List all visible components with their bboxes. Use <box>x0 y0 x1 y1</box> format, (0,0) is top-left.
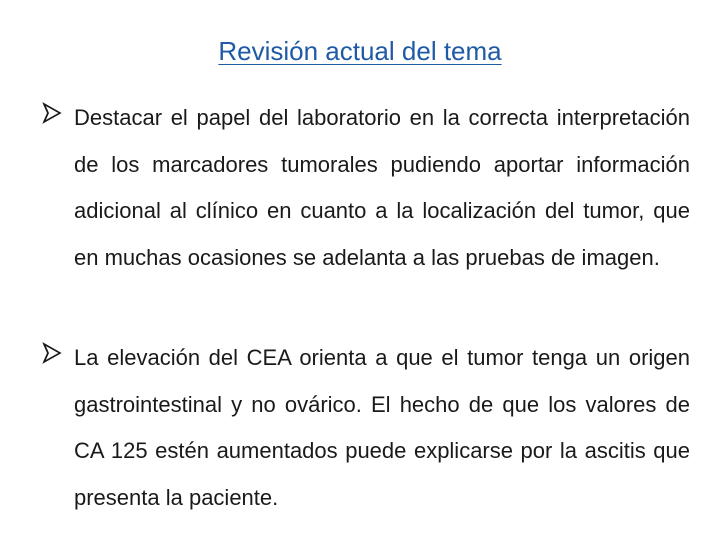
slide-title <box>0 33 720 69</box>
arrow-bullet-icon <box>42 101 62 125</box>
bullet-text: La elevación del CEA orienta a que el tumor tenga un origen gastrointestinal y no ovárico. El hecho de que los valores de CA 125 estén aumentados puede explicarse por la ascitis que presenta la paciente. <box>74 345 690 510</box>
bullet-item <box>42 335 690 521</box>
arrow-bullet-icon <box>42 341 62 365</box>
slide-title-text: Revisión actual del tema <box>218 36 502 66</box>
bullet-item <box>42 95 690 281</box>
bullet-text: Destacar el papel del laboratorio en la correcta interpretación de los marcadores tumorales pudiendo aportar información adicional al clínico en cuanto a la localización del tumor, que en muchas ocasiones se adelanta a las pruebas de imagen. <box>74 105 690 270</box>
